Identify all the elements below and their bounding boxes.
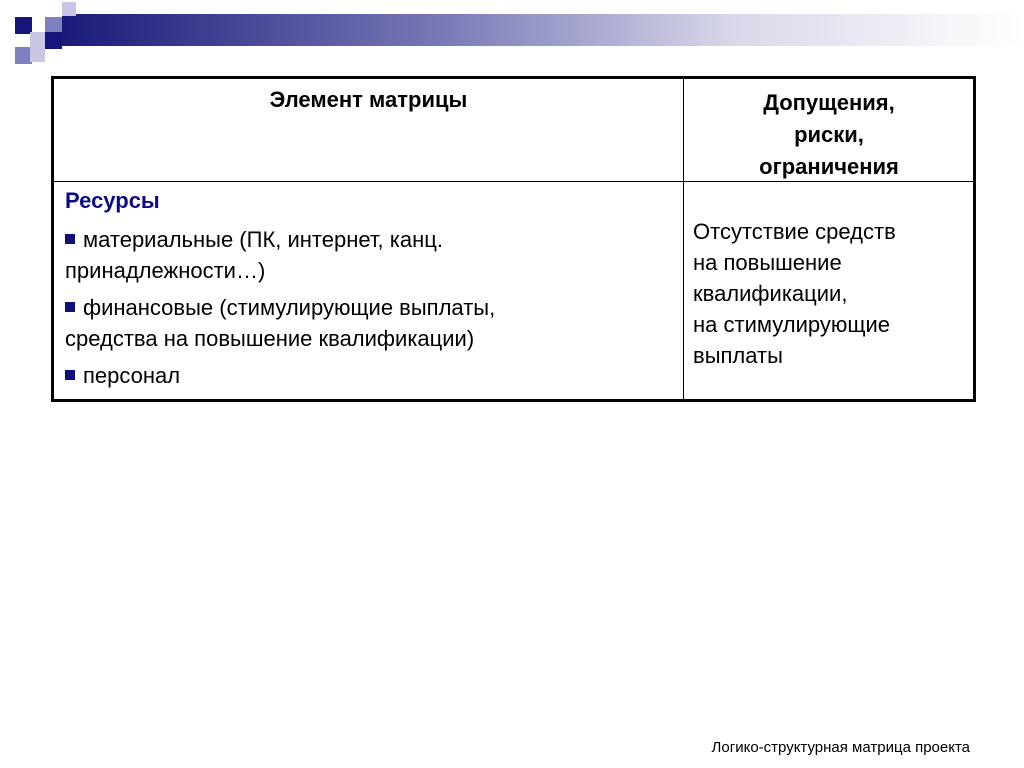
- risk-line: Отсутствие средств: [693, 219, 896, 244]
- list-item-text: принадлежности…): [65, 258, 266, 283]
- risk-line: на повышение: [693, 250, 842, 275]
- risk-line: выплаты: [693, 343, 783, 368]
- header-line: риски,: [794, 122, 864, 147]
- list-item-text: материальные (ПК, интернет, канц.: [83, 227, 443, 252]
- list-item: [65, 360, 665, 391]
- risk-line: квалификации,: [693, 281, 848, 306]
- square-bullet-icon: [65, 370, 75, 380]
- risk-line: на стимулирующие: [693, 312, 890, 337]
- header-line: ограничения: [759, 154, 899, 179]
- header-cell-element: Элемент матрицы: [269, 87, 468, 112]
- header-line: Допущения,: [763, 90, 895, 115]
- list-item-text: финансовые (стимулирующие выплаты,: [83, 295, 496, 320]
- square-bullet-icon: [65, 234, 75, 244]
- matrix-table: [51, 76, 976, 402]
- list-item: [65, 224, 665, 286]
- list-item-text: персонал: [83, 363, 181, 388]
- slide-footer: Логико-структурная матрица проекта: [711, 739, 970, 756]
- decor-square: [62, 2, 76, 16]
- decor-square: [45, 32, 62, 49]
- square-bullet-icon: [65, 302, 75, 312]
- risks-cell: [693, 216, 969, 371]
- list-item-text: средства на повышение квалификации): [65, 326, 475, 351]
- resources-title: Ресурсы: [65, 188, 160, 213]
- decor-square: [30, 47, 45, 62]
- resources-cell: [65, 185, 665, 397]
- header-gradient-bar: [62, 14, 1024, 46]
- decor-square: [30, 32, 45, 47]
- list-item: [65, 292, 665, 354]
- header-cell-assumptions: [684, 87, 974, 183]
